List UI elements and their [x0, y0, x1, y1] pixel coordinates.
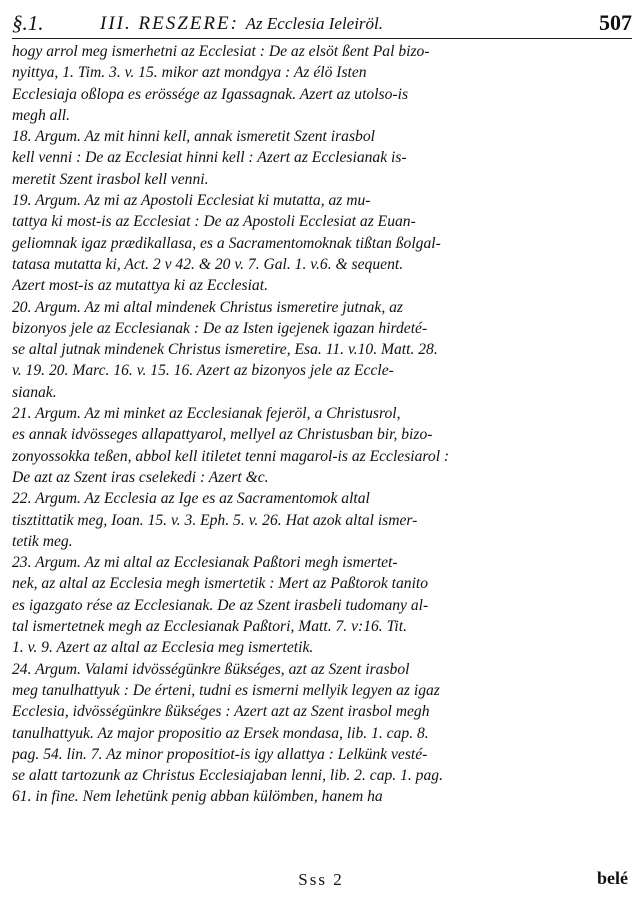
page-footer: [0, 866, 642, 896]
text-line: 21. Argum. Az mi minket az Ecclesianak fejeröl, a Christusrol,: [12, 405, 401, 423]
text-line: Ecclesiaja oßlopa es erössége az Igassagnak. Azert az utolso-is: [12, 85, 409, 103]
signature-mark: Sss 2: [298, 870, 344, 889]
text-line: v. 19. 20. Marc. 16. v. 15. 16. Azert az bizonyos jele az Eccle-: [12, 362, 394, 380]
running-title-rest: Az Ecclesia Ieleiröl.: [245, 14, 384, 33]
text-line: 23. Argum. Az mi altal az Ecclesianak Paßtori megh ismertet-: [12, 554, 398, 572]
text-line: hogy arrol meg ismerhetni az Ecclesiat : De az elsöt ßent Pal bizo-: [12, 43, 430, 60]
text-line: kell venni : De az Ecclesiat hinni kell : Azert az Ecclesianak is-: [12, 149, 407, 167]
text-line: tetik meg.: [12, 532, 73, 550]
text-line: meg tanulhattyuk : De érteni, tudni es ismerni mellyik legyen az igaz: [12, 681, 440, 699]
text-line: tisztittatik meg, Ioan. 15. v. 3. Eph. 5. v. 26. Hat azok altal ismer-: [12, 511, 418, 529]
text-line: bizonyos jele az Ecclesianak : De az Isten igejenek igazan hirdeté-: [12, 319, 428, 337]
section-mark: §.1.: [12, 11, 44, 35]
text-line: nek, az altal az Ecclesia megh ismertetik : Mert az Paßtorok tanito: [12, 575, 429, 593]
text-line: 22. Argum. Az Ecclesia az Ige es az Sacramentomok altal: [12, 490, 370, 508]
running-head: [12, 4, 632, 39]
text-line: De azt az Szent iras cselekedi : Azert &c.: [12, 468, 269, 486]
text-line: tal ismertetnek megh az Ecclesianak Paßtori, Matt. 7. v:16. Tit.: [12, 618, 407, 636]
text-line: geliomnak igaz prædikallasa, es a Sacramentomoknak tißtan ßolgal-: [12, 234, 441, 252]
running-title: [100, 13, 383, 35]
text-line: 20. Argum. Az mi altal mindenek Christus ismeretire jutnak, az: [12, 298, 403, 316]
text-line: meretit Szent irasbol kell venni.: [12, 170, 209, 188]
running-title-caps: III. RESZERE:: [100, 13, 239, 34]
text-line: se alatt tartozunk az Christus Ecclesiajaban lenni, lib. 2. cap. 1. pag.: [12, 767, 443, 785]
body-text: [12, 41, 632, 808]
text-line: tanulhattyuk. Az major propositio az Ersek mondasa, lib. 1. cap. 8.: [12, 724, 429, 742]
text-line: pag. 54. lin. 7. Az minor propositiot-is igy allattya : Lelkünk vesté-: [12, 745, 428, 763]
text-line: megh all.: [12, 106, 71, 124]
text-line: 18. Argum. Az mit hinni kell, annak ismeretit Szent irasbol: [12, 128, 375, 146]
text-line: 1. v. 9. Azert az altal az Ecclesia meg ismertetik.: [12, 639, 314, 657]
text-line: es igazgato rése az Ecclesianak. De az Szent irasbeli tudomany al-: [12, 596, 429, 614]
text-line: 24. Argum. Valami idvösségünkre ßükséges, azt az Szent irasbol: [12, 660, 410, 678]
catchword: belé: [597, 868, 628, 888]
page-number: 507: [599, 10, 632, 35]
text-line: tattya ki most-is az Ecclesiat : De az Apostoli Ecclesiat az Euan-: [12, 213, 416, 231]
text-line: nyittya, 1. Tim. 3. v. 15. mikor azt mondgya : Az élö Isten: [12, 64, 367, 82]
text-line: se altal jutnak mindenek Christus ismeretire, Esa. 11. v.10. Matt. 28.: [12, 341, 438, 359]
text-line: 19. Argum. Az mi az Apostoli Ecclesiat ki mutatta, az mu-: [12, 192, 371, 210]
text-line: zonyossokka teßen, abbol kell itiletet tenni magarol-is az Ecclesiarol :: [12, 447, 450, 465]
text-line: es annak idvösseges allapattyarol, mellyel az Christusban bir, bizo-: [12, 426, 433, 444]
text-line: Ecclesia, idvösségünkre ßükséges : Azert azt az Szent irasbol megh: [12, 703, 430, 721]
text-line: 61. in fine. Nem lehetünk penig abban külömben, hanem ha: [12, 788, 383, 806]
text-line: Azert most-is az mutattya ki az Ecclesiat.: [12, 277, 268, 295]
text-line: tatasa mutatta ki, Act. 2 v 42. & 20 v. 7. Gal. 1. v.6. & sequent.: [12, 255, 404, 273]
text-line: sianak.: [12, 383, 57, 401]
